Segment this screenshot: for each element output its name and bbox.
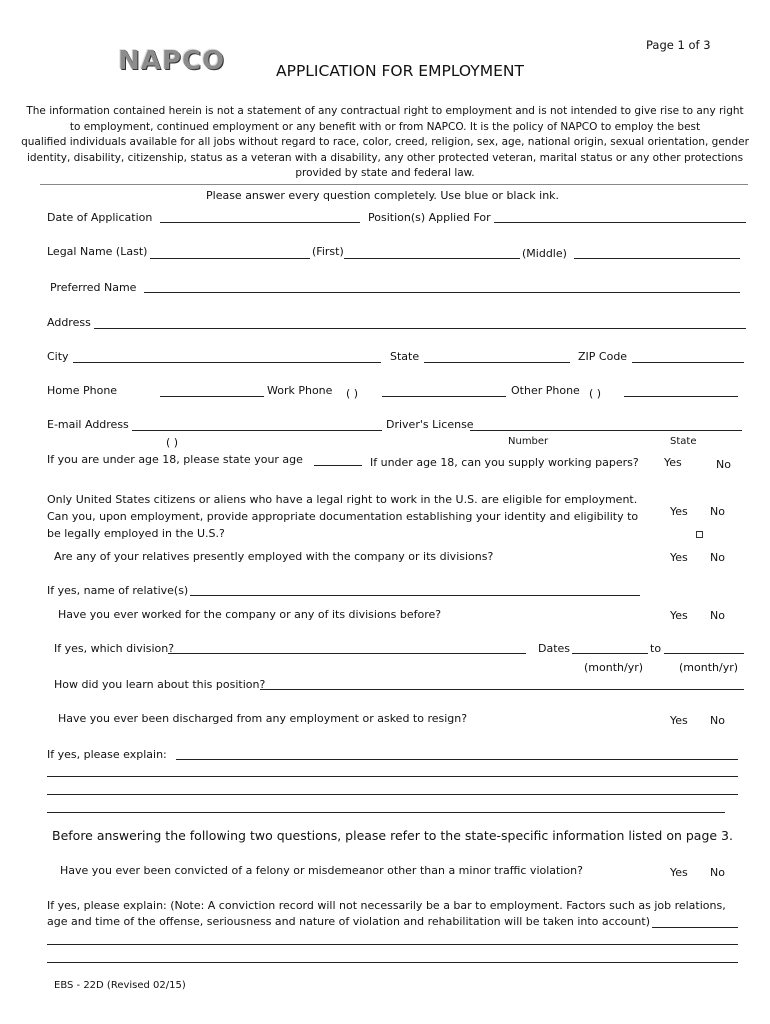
working-papers-no[interactable]: No	[716, 458, 731, 471]
convicted-yes[interactable]: Yes	[670, 866, 688, 879]
dates-label: Dates	[538, 642, 571, 655]
disclaimer-line: The information contained herein is not a statement of any contractual right to employment and is not intended to give rise to any right	[26, 105, 744, 117]
explain-label: If yes, please explain:	[47, 748, 167, 761]
conviction-explain-line[interactable]	[47, 962, 738, 963]
other-phone-field[interactable]	[624, 396, 738, 397]
learn-position-field[interactable]	[260, 689, 744, 690]
middle-name-label: (Middle)	[522, 247, 567, 260]
city-label: City	[47, 350, 69, 363]
preferred-name-label: Preferred Name	[50, 281, 137, 294]
drivers-license-label: Driver's License	[386, 418, 474, 431]
positions-applied-field[interactable]	[494, 222, 746, 223]
relatives-yes[interactable]: Yes	[670, 551, 688, 564]
explain-line[interactable]	[47, 794, 738, 795]
citizenship-line: be legally employed in the U.S.?	[47, 527, 225, 540]
conviction-explain-line[interactable]	[47, 944, 738, 945]
disclaimer-line: identity, disability, citizenship, status as a veteran with a disability, any other protected veteran, marital status or any other protections	[26, 151, 744, 164]
address-label: Address	[47, 316, 91, 329]
date-of-application-label: Date of Application	[47, 211, 153, 224]
relative-names-field[interactable]	[190, 595, 640, 596]
state-field[interactable]	[424, 362, 570, 363]
email-label: E-mail Address	[47, 418, 129, 431]
work-phone-area-code: ( )	[346, 387, 359, 400]
preferred-name-field[interactable]	[144, 292, 740, 293]
napco-logo: NAPCO	[118, 46, 226, 76]
conviction-note	[47, 898, 726, 930]
other-phone-area-code: ( )	[589, 387, 602, 400]
conviction-note-line: If yes, please explain: (Note: A conviction record will not necessarily be a bar to employment. Factors such as job relations,	[47, 899, 726, 912]
form-code: EBS - 22D (Revised 02/15)	[54, 980, 186, 991]
instruction: Please answer every question completely. Use blue or black ink.	[206, 189, 560, 202]
explain-line[interactable]	[47, 812, 725, 813]
age-question: If you are under age 18, please state your age	[47, 453, 303, 466]
conviction-explain-field[interactable]	[652, 927, 738, 928]
email-field[interactable]	[132, 430, 382, 431]
home-phone-label: Home Phone	[47, 384, 118, 397]
page-title: APPLICATION FOR EMPLOYMENT	[276, 62, 524, 80]
work-phone-field[interactable]	[382, 396, 506, 397]
worked-before-yes[interactable]: Yes	[670, 609, 688, 622]
discharged-yes[interactable]: Yes	[670, 714, 688, 727]
citizenship-yes[interactable]: Yes	[670, 505, 688, 518]
divider	[40, 184, 748, 185]
disclaimer-line: qualified individuals available for all jobs without regard to race, color, creed, religion, sex, age, national origin, sexual orientation, gender	[21, 136, 749, 148]
conviction-note-line: age and time of the offense, seriousness and nature of violation and rehabilitation will be taken into account)	[47, 915, 650, 928]
date-of-application-field[interactable]	[160, 222, 360, 223]
dates-from-field[interactable]	[572, 653, 648, 654]
legal-name-last-label: Legal Name (Last)	[47, 245, 148, 258]
zip-field[interactable]	[632, 362, 744, 363]
zip-label: ZIP Code	[578, 350, 628, 363]
worked-before-question: Have you ever worked for the company or any of its divisions before?	[58, 608, 442, 621]
disclaimer	[20, 104, 750, 182]
convicted-question: Have you ever been convicted of a felony or misdemeanor other than a minor traffic violation?	[60, 864, 583, 877]
citizenship-question	[47, 491, 638, 542]
dates-to-field[interactable]	[664, 653, 744, 654]
month-yr-to: (month/yr)	[679, 661, 739, 674]
which-division-field[interactable]	[168, 653, 526, 654]
state-specific-note: Before answering the following two questions, please refer to the state-specific information listed on page 3.	[52, 828, 733, 843]
age-field[interactable]	[314, 465, 362, 466]
relatives-no[interactable]: No	[710, 551, 725, 564]
dl-state-label: State	[670, 436, 697, 447]
disclaimer-line: to employment, continued employment or any benefit with or from NAPCO. It is the policy of NAPCO to employ the best	[69, 120, 701, 133]
middle-name-field[interactable]	[574, 258, 740, 259]
home-phone-field[interactable]	[160, 396, 264, 397]
dl-number-label: Number	[508, 436, 549, 447]
other-phone-label: Other Phone	[511, 384, 580, 397]
which-division-label: If yes, which division?	[54, 642, 175, 655]
discharged-question: Have you ever been discharged from any employment or asked to resign?	[58, 712, 468, 725]
checkbox-icon[interactable]	[696, 531, 703, 538]
month-yr-from: (month/yr)	[584, 661, 644, 674]
citizenship-no[interactable]: No	[710, 505, 725, 518]
citizenship-line: Can you, upon employment, provide appropriate documentation establishing your identity and eligibility to	[47, 510, 639, 523]
dates-to-label: to	[650, 642, 662, 655]
convicted-no[interactable]: No	[710, 866, 725, 879]
citizenship-line: Only United States citizens or aliens who have a legal right to work in the U.S. are eligible for employment.	[47, 493, 638, 506]
home-phone-area-code: ( )	[166, 436, 179, 449]
first-name-field[interactable]	[344, 258, 520, 259]
positions-applied-label: Position(s) Applied For	[368, 211, 491, 224]
legal-name-last-field[interactable]	[150, 258, 310, 259]
relatives-question: Are any of your relatives presently employed with the company or its divisions?	[54, 550, 494, 563]
address-field[interactable]	[94, 328, 746, 329]
disclaimer-line: provided by state and federal law.	[295, 167, 475, 179]
explain-line[interactable]	[47, 776, 738, 777]
explain-field[interactable]	[176, 759, 738, 760]
working-papers-yes[interactable]: Yes	[664, 456, 682, 469]
first-name-label: (First)	[312, 245, 344, 258]
discharged-no[interactable]: No	[710, 714, 725, 727]
working-papers-question: If under age 18, can you supply working papers?	[370, 456, 639, 469]
drivers-license-field[interactable]	[470, 430, 742, 431]
relative-names-label: If yes, name of relative(s)	[47, 584, 189, 597]
city-field[interactable]	[73, 362, 381, 363]
worked-before-no[interactable]: No	[710, 609, 725, 622]
work-phone-label: Work Phone	[267, 384, 333, 397]
page-indicator: Page 1 of 3	[646, 38, 711, 52]
state-label: State	[390, 350, 420, 363]
learn-position-label: How did you learn about this position?	[54, 678, 266, 691]
